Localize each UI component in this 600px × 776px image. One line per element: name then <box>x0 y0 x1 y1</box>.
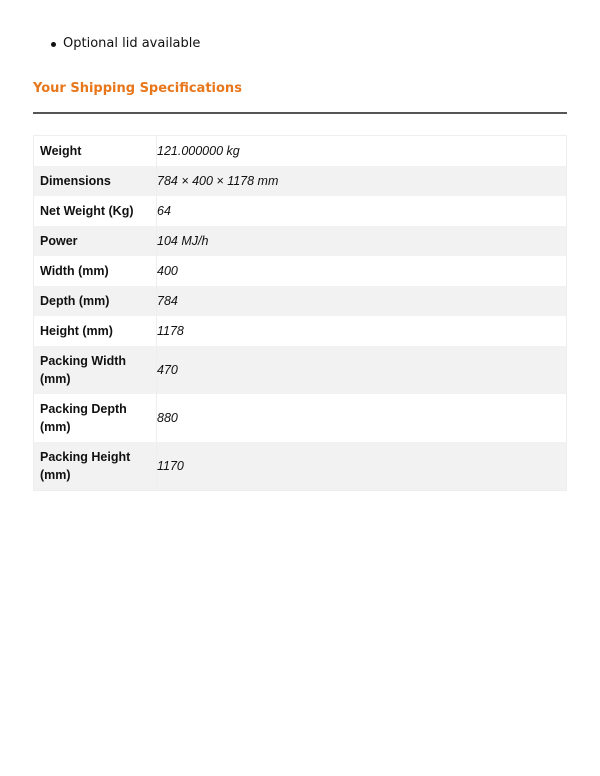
spec-value: 784 × 400 × 1178 mm <box>157 174 279 188</box>
spec-row-packing-depth <box>34 394 567 442</box>
spec-value: 400 <box>157 264 178 278</box>
spec-row-power <box>34 226 567 256</box>
spec-value: 470 <box>157 363 178 377</box>
section-divider <box>33 112 567 114</box>
spec-value: 121.000000 kg <box>157 144 240 158</box>
feature-item: Optional lid available <box>63 34 200 54</box>
spec-value: 104 MJ/h <box>157 234 209 248</box>
spec-label: Net Weight (Kg) <box>34 196 157 226</box>
section-title: Your Shipping Specifications <box>33 81 242 96</box>
spec-row-weight <box>34 136 567 167</box>
spec-label: Packing Depth (mm) <box>34 394 157 442</box>
feature-list <box>0 34 200 54</box>
spec-label: Packing Height (mm) <box>34 442 157 491</box>
spec-value: 64 <box>157 204 171 218</box>
spec-label: Depth (mm) <box>34 286 157 316</box>
spec-row-width <box>34 256 567 286</box>
spec-label: Weight <box>34 136 157 167</box>
spec-value: 784 <box>157 294 178 308</box>
shipping-specs-table <box>33 135 567 491</box>
spec-label: Width (mm) <box>34 256 157 286</box>
spec-row-height <box>34 316 567 346</box>
spec-label: Packing Width (mm) <box>34 346 157 394</box>
spec-label: Height (mm) <box>34 316 157 346</box>
spec-value: 1178 <box>157 324 184 338</box>
spec-value: 880 <box>157 411 178 425</box>
spec-row-depth <box>34 286 567 316</box>
spec-row-packing-width <box>34 346 567 394</box>
spec-row-packing-height <box>34 442 567 491</box>
spec-label: Dimensions <box>34 166 157 196</box>
spec-row-net-weight <box>34 196 567 226</box>
spec-label: Power <box>34 226 157 256</box>
spec-value: 1170 <box>157 459 184 473</box>
spec-row-dimensions <box>34 166 567 196</box>
